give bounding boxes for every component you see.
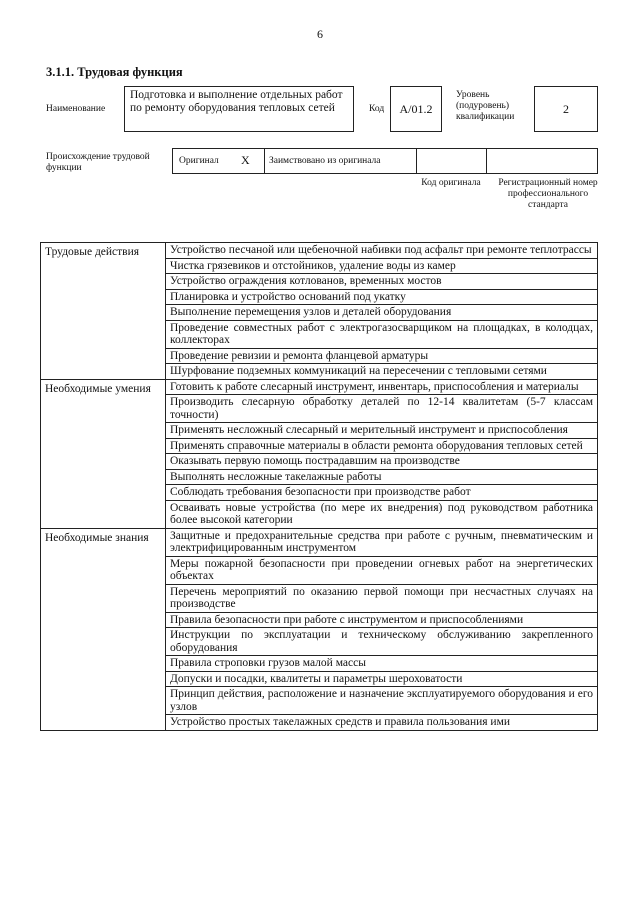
list-item: Устройство ограждения котлованов, временных мостов — [166, 274, 598, 290]
list-item: Чистка грязевиков и отстойников, удаление воды из камер — [166, 258, 598, 274]
original-label: Оригинал — [179, 156, 219, 166]
section-title: 3.1.1. Трудовая функция — [46, 65, 183, 79]
registration-number-caption: Регистрационный номер профессионального стандарта — [498, 178, 598, 210]
list-item: Осваивать новые устройства (по мере их внедрения) под руководством работника более высокой категории — [166, 500, 598, 528]
list-item: Устройство песчаной или щебеночной набивки под асфальт при ремонте теплотрассы — [166, 243, 598, 259]
list-item: Готовить к работе слесарный инструмент, инвентарь, приспособления и материалы — [166, 379, 598, 395]
name-label: Наименование — [46, 104, 106, 114]
borrowed-label: Заимствовано из оригинала — [269, 156, 381, 166]
section-category: Необходимые знания — [41, 528, 166, 730]
list-item: Допуски и посадки, квалитеты и параметры шероховатости — [166, 671, 598, 687]
list-item: Меры пожарной безопасности при проведении огневых работ на энергетических объектах — [166, 556, 598, 584]
list-item: Выполнять несложные такелажные работы — [166, 469, 598, 485]
section-category: Необходимые умения — [41, 379, 166, 528]
list-item: Планировка и устройство оснований под укатку — [166, 289, 598, 305]
list-item: Принцип действия, расположение и назначение эксплуатируемого оборудования и его узлов — [166, 687, 598, 715]
list-item: Оказывать первую помощь пострадавшим на производстве — [166, 454, 598, 470]
list-item: Проведение ревизии и ремонта фланцевой арматуры — [166, 348, 598, 364]
table-row — [41, 243, 598, 259]
original-code-caption: Код оригинала — [421, 178, 481, 188]
list-item: Производить слесарную обработку деталей по 12-14 квалитетам (5-7 классам точности) — [166, 395, 598, 423]
list-item: Проведение совместных работ с электрогазосварщиком на площадках, в колодцах, коллекторах — [166, 320, 598, 348]
origin-code-cell — [173, 149, 487, 173]
function-details-table — [40, 242, 598, 731]
origin-label: Происхождение трудовой функции — [46, 152, 150, 173]
list-item: Инструкции по эксплуатации и техническому обслуживанию закрепленного оборудования — [166, 628, 598, 656]
list-item: Применять справочные материалы в области ремонта оборудования тепловых сетей — [166, 438, 598, 454]
page-number: 6 — [317, 27, 323, 41]
origin-row — [172, 148, 598, 174]
original-mark: X — [241, 153, 250, 167]
function-name-field: Подготовка и выполнение отдельных работ по ремонту оборудования тепловых сетей — [124, 86, 354, 132]
list-item: Соблюдать требования безопасности при производстве работ — [166, 485, 598, 501]
code-label: Код — [369, 104, 385, 114]
list-item: Шурфование подземных коммуникаций на пересечении с тепловыми сетями — [166, 364, 598, 380]
list-item: Защитные и предохранительные средства при работе с ручным, пневматическим и электрифицированным инструментом — [166, 528, 598, 556]
list-item: Перечень мероприятий по оказанию первой помощи при несчастных случаях на производстве — [166, 584, 598, 612]
section-category: Трудовые действия — [41, 243, 166, 380]
qualification-level-field: 2 — [534, 86, 598, 132]
list-item: Устройство простых такелажных средств и правила пользования ими — [166, 715, 598, 731]
code-field: A/01.2 — [390, 86, 442, 132]
list-item: Выполнение перемещения узлов и деталей оборудования — [166, 305, 598, 321]
table-row — [41, 528, 598, 556]
list-item: Применять несложный слесарный и мерительный инструмент и приспособления — [166, 423, 598, 439]
table-row — [41, 379, 598, 395]
qualification-level-label: Уровень (подуровень) квалификации — [456, 90, 515, 122]
list-item: Правила безопасности при работе с инструментом и приспособлениями — [166, 612, 598, 628]
list-item: Правила строповки грузов малой массы — [166, 656, 598, 672]
